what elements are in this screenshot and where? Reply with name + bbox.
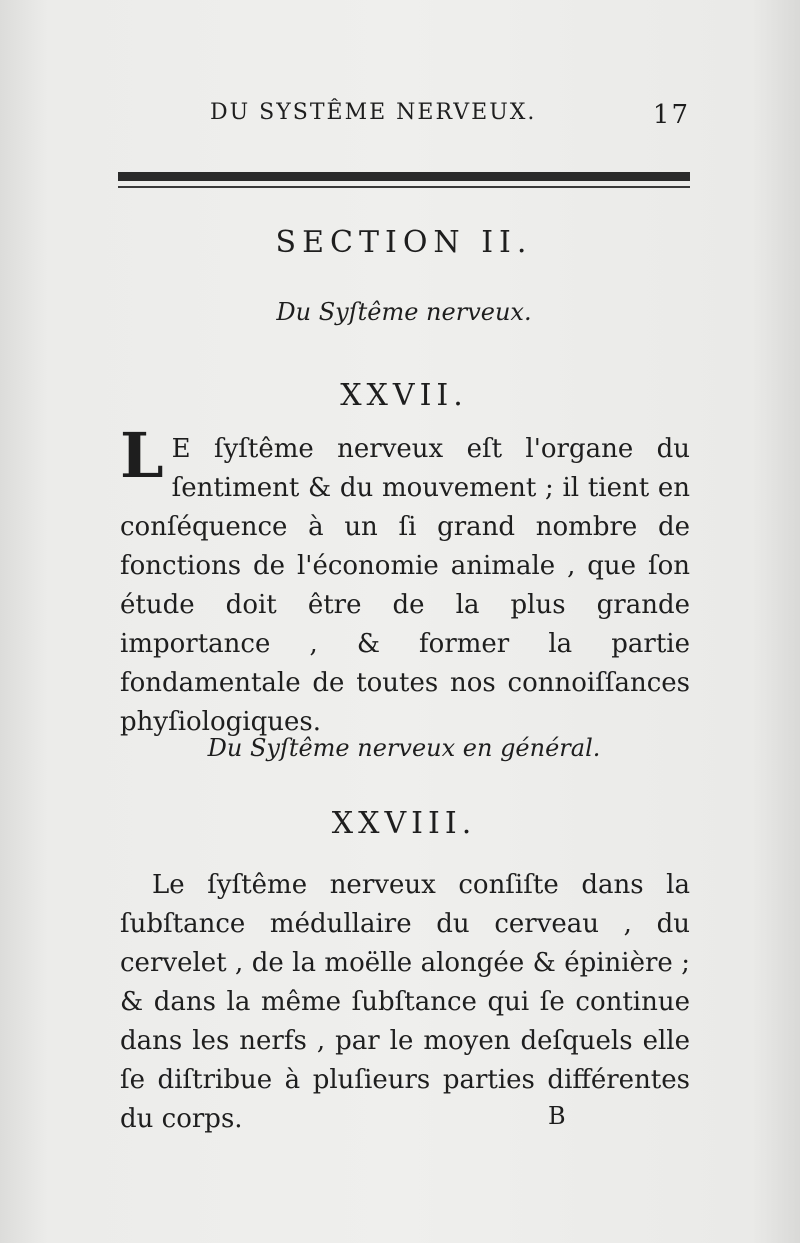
catchword: B xyxy=(548,1102,566,1130)
section-subtitle: Du Syſtême nerveux. xyxy=(276,298,532,326)
article-number-28: XXVIII. xyxy=(331,806,477,841)
ornamental-rule-thick xyxy=(118,172,690,181)
running-head-title: DU SYSTÊME NERVEUX. xyxy=(210,100,537,125)
drop-cap: L xyxy=(120,419,164,492)
section-heading: SECTION II. xyxy=(275,225,533,260)
article-number-27: XXVII. xyxy=(340,378,468,413)
article-27-paragraph xyxy=(120,419,690,742)
article-28-text: Le ſyſtême nerveux conſiſte dans la ſubſtance médullaire du cerveau , du cervelet , de la moëlle alongée & épinière ; & dans la même ſubſtance qui ſe continue dans les nerfs , par le moyen deſquels elle ſe diſtribue à pluſieurs parties différentes du corps. xyxy=(120,870,690,1134)
subsection-title: Du Syſtême nerveux en général. xyxy=(207,734,601,762)
ornamental-rule-thin xyxy=(118,186,690,188)
article-27-text: E ſyſtême nerveux eſt l'organe du ſentiment & du mouvement ; il tient en conſéquence à un ſi grand nombre de fonctions de l'économie animale , que ſon étude doit être de la plus grande importance , & former la partie fondamentale de toutes nos connoiſſances phyſiologiques. xyxy=(120,434,690,737)
page-number: 17 xyxy=(652,100,690,130)
article-28-paragraph xyxy=(120,866,690,1139)
